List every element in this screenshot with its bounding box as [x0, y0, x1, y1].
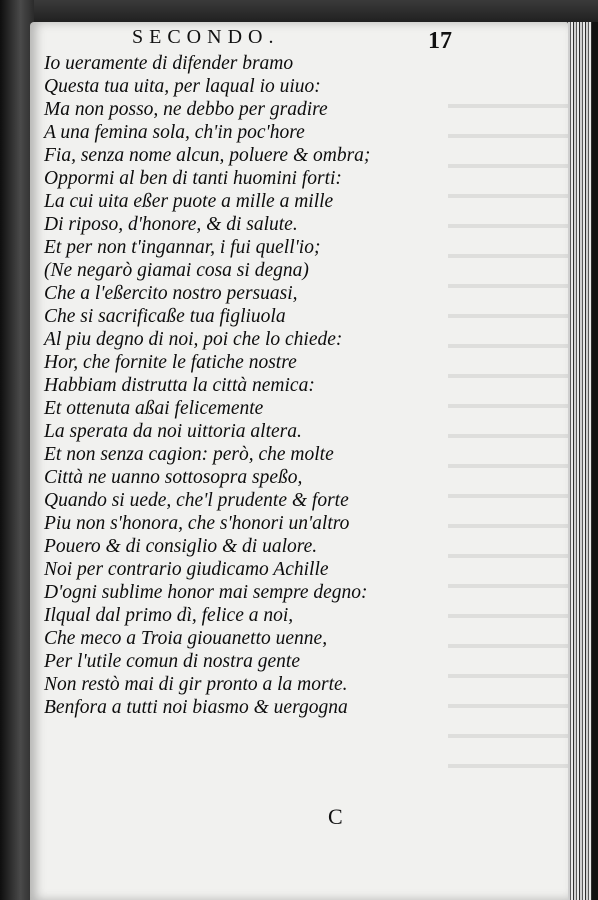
- verse-line: Quando si uede, che'l prudente & forte: [44, 490, 349, 511]
- verse-line: Che si sacrificaße tua figliuola: [44, 306, 286, 327]
- catchword: C: [328, 804, 343, 829]
- running-head: SECONDO.: [132, 26, 280, 48]
- verse-text: [44, 52, 424, 719]
- verse-line: Benfora a tutti noi biasmo & uergogna: [44, 697, 348, 718]
- verse-line: Che a l'eßercito nostro persuasi,: [44, 283, 298, 304]
- book-gutter: [0, 0, 34, 900]
- verse-line: D'ogni sublime honor mai sempre degno:: [44, 582, 368, 603]
- verse-line: Che meco a Troia giouanetto uenne,: [44, 628, 328, 649]
- verse-line: Habbiam distrutta la città nemica:: [44, 375, 315, 396]
- verse-line: Et ottenuta aßai felicemente: [44, 398, 264, 419]
- verse-line: Pouero & di consiglio & di ualore.: [44, 536, 318, 557]
- verse-line: La sperata da noi uittoria altera.: [44, 421, 302, 442]
- verse-line: Io ueramente di difender bramo: [44, 53, 294, 74]
- verse-line: Non restò mai di gir pronto a la morte.: [44, 674, 348, 695]
- verse-line: La cui uita eßer puote a mille a mille: [44, 191, 334, 212]
- verse-line: Questa tua uita, per laqual io uiuo:: [44, 76, 321, 97]
- verse-line: (Ne negarò giamai cosa si degna): [44, 260, 309, 281]
- verse-line: Ma non posso, ne debbo per gradire: [44, 99, 328, 120]
- verse-line: Piu non s'honora, che s'honori un'altro: [44, 513, 350, 534]
- page-edges: [568, 22, 598, 900]
- verse-line: Et non senza cagion: però, che molte: [44, 444, 334, 465]
- verse-line: Hor, che fornite le fatiche nostre: [44, 352, 297, 373]
- verse-line: Città ne uanno sottosopra speßo,: [44, 467, 303, 488]
- verse-line: A una femina sola, ch'in poc'hore: [44, 122, 305, 143]
- page-number: 17: [428, 28, 452, 54]
- verse-line: Ilqual dal primo dì, felice a noi,: [44, 605, 294, 626]
- verse-line: Oppormi al ben di tanti huomini forti:: [44, 168, 342, 189]
- verse-line: Et per non t'ingannar, i fui quell'io;: [44, 237, 321, 258]
- verse-line: Al piu degno di noi, poi che lo chiede:: [44, 329, 343, 350]
- verse-line: Noi per contrario giudicamo Achille: [44, 559, 329, 580]
- verse-line: Di riposo, d'honore, & di salute.: [44, 214, 298, 235]
- show-through-text: [448, 82, 568, 782]
- verse-line: Per l'utile comun di nostra gente: [44, 651, 301, 672]
- verse-line: Fia, senza nome alcun, poluere & ombra;: [44, 145, 371, 166]
